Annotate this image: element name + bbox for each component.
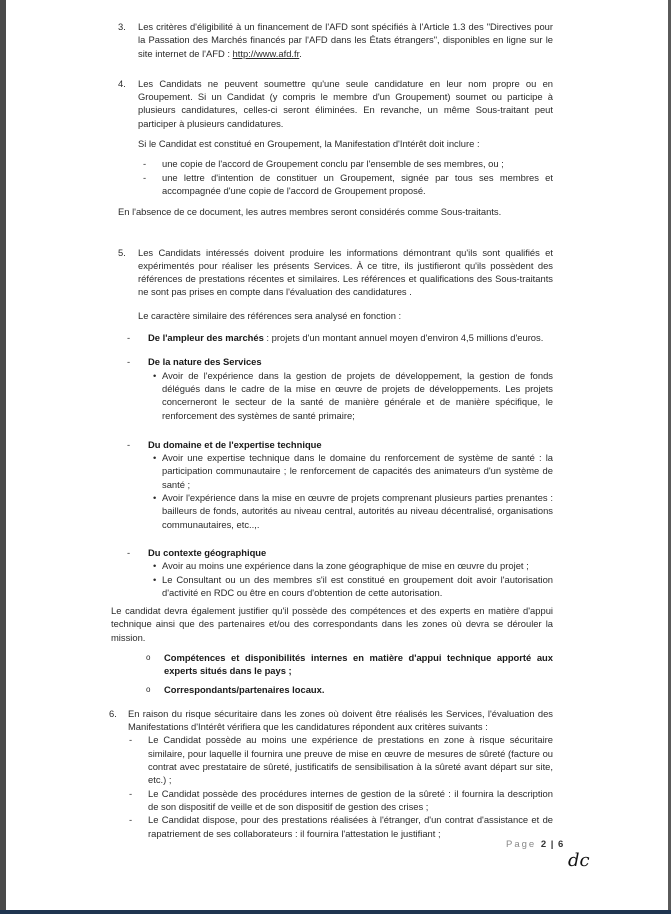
criterion-label: De l'ampleur des marchés [148,332,264,344]
criterion-ampleur: - De l'ampleur des marchés : projets d'un montant annuel moyen d'environ 4,5 millions d'euros. [127,332,544,344]
viewer-bottom-edge [0,910,671,914]
signature: dc [568,850,590,871]
afd-link[interactable]: http://www.afd.fr [232,47,300,59]
item-number: 5. [118,246,126,258]
criterion-bullet: • Avoir l'expérience dans la mise en œuvre de projets comprenant plusieurs parties prenantes : bailleurs de fonds, autorités au niveau central, autorités au niveau décentralisé, organisations communautaires, etc..,. [153,492,553,530]
item-4-outro: En l'absence de ce document, les autres membres seront considérés comme Sous-traitants. [118,206,502,218]
bullet-text: Avoir au moins une expérience dans la zone géographique de mise en œuvre du projet ; [162,560,529,572]
item-text: Les critères d'éligibilité à un financement de l'AFD sont spécifiés à l'Article 1.3 des "Directives pour la Passation des Marchés financés par l'AFD dans les États étrangers", disponibles en ligne sur le site internet de l'AFD : [138,21,553,59]
item-5 [118,246,553,299]
bullet-text: Le Candidat possède au moins une expérience de prestations en zone à risque sécuritaire similaire, pour laquelle il fournira une preuve de mise en œuvre de mesures de sûreté (facture ou contrat avec prestataire de sûreté, justificatifs de sensibilisation à la sûreté avant départ sur site, etc.) ; [148,734,553,786]
criterion-bullet: • Avoir au moins une expérience dans la zone géographique de mise en œuvre du projet ; [153,560,529,572]
bullet-text: Avoir de l'expérience dans la gestion de projets de développement, la gestion de fonds délégués dans le cadre de la mise en œuvre de projets de développements. Les projets concerneront le secteur de la santé de manière générale et de manière spécifique, le renforcement des systèmes de santé primaire; [162,369,553,421]
circle-text: Compétences et disponibilités internes en matière d'appui technique apporté aux experts situés dans le pays ; [164,651,553,677]
criterion-label: De la nature des Services [148,356,262,368]
document-body [0,20,553,840]
bullet-text: Le Consultant ou un des membres s'il est constitué en groupement doit avoir l'autorisation d'activité en RDC ou être en cours d'obtention de cette autorisation. [162,573,553,598]
item-4-bullet: - une copie de l'accord de Groupement conclu par l'ensemble de ses membres, ou ; [143,158,504,170]
criterion-nature: - De la nature des Services [127,356,262,368]
bullet-text: une lettre d'intention de constituer un Groupement, signée par tous ses membres et accompagnée d'une copie de l'accord de Groupement proposé. [162,171,553,196]
item-number: 3. [118,21,126,32]
criterion-label: Du contexte géographique [148,546,267,558]
item-6-bullet: - Le Candidat possède des procédures internes de gestion de la sûreté : il fournira la description de son dispositif de veille et de son dispositif de gestion des crises ; [129,787,553,812]
bullet-text: Le Candidat dispose, pour des prestations réalisées à l'étranger, d'un contrat d'assistance et de rapatriement de ses collaborateurs : il fournira l'attestation le justifiant ; [148,814,553,839]
item-5-also: Le candidat devra également justifier qu'il possède des compétences et des experts en matière d'appui technique ainsi que des partenaires et/ou des correspondants dans les zones où devra se dérouler la mission. [111,605,553,643]
item-text: Les Candidats ne peuvent soumettre qu'une seule candidature en leur nom propre ou en Groupement. Si un Candidat (y compris le membre d'un Groupement) soumet ou participe à plusieurs candidatures, celles-ci seront éliminées. En revanche, un même Sous-traitant peut participer à plusieurs candidatures. [138,77,553,129]
criterion-domaine: - Du domaine et de l'expertise technique [127,438,322,450]
criterion-bullet: • Avoir une expertise technique dans le domaine du renforcement de système de santé : la participation communautaire ; le renforcement de capacités des animateurs d'un système de santé ; [153,452,553,490]
page-num: 2 | 6 [540,839,565,850]
circle-item: o Correspondants/partenaires locaux. [146,683,325,695]
bullet-text: Avoir l'expérience dans la mise en œuvre de projets comprenant plusieurs parties prenantes : bailleurs de fonds, autorités au niveau central, autorités au niveau décentralisé, organisations communautaires, etc..,. [162,492,553,530]
page-label: Page [506,839,537,850]
criterion-bullet: • Avoir de l'expérience dans la gestion de projets de développement, la gestion de fonds délégués dans le cadre de la mise en œuvre de projets de développements. Les projets concerneront le secteur de la santé de manière générale et de manière spécifique, le renforcement des systèmes de santé primaire; [153,369,553,421]
criterion-label: Du domaine et de l'expertise technique [148,438,322,450]
item-4 [118,77,553,130]
page-number [506,838,564,851]
item-number: 6. [109,707,117,719]
criterion-bullet: • Le Consultant ou un des membres s'il est constitué en groupement doit avoir l'autorisation d'activité en RDC ou être en cours d'obtention de cette autorisation. [153,573,553,598]
item-4-bullet: - une lettre d'intention de constituer un Groupement, signée par tous ses membres et accompagnée d'une copie de l'accord de Groupement proposé. [143,171,553,196]
item-6 [109,707,553,734]
item-6-bullet: - Le Candidat dispose, pour des prestations réalisées à l'étranger, d'un contrat d'assistance et de rapatriement de ses collaborateurs : il fournira l'attestation le justifiant ; [129,814,553,839]
bullet-text: une copie de l'accord de Groupement conclu par l'ensemble de ses membres, ou ; [162,158,504,170]
bullet-text: Le Candidat possède des procédures internes de gestion de la sûreté : il fournira la description de son dispositif de veille et de son dispositif de gestion des crises ; [148,787,553,812]
item-5-intro: Le caractère similaire des références sera analysé en fonction : [138,309,402,321]
criterion-text: : projets d'un montant annuel moyen d'environ 4,5 millions d'euros. [263,332,544,344]
circle-item: o Compétences et disponibilités internes en matière d'appui technique apporté aux experts situés dans le pays ; [146,651,553,677]
bullet-text: Avoir une expertise technique dans le domaine du renforcement de système de santé : la participation communautaire ; le renforcement de capacités des animateurs d'un système de santé ; [162,452,553,490]
criterion-contexte: - Du contexte géographique [127,546,267,558]
circle-text: Correspondants/partenaires locaux. [164,683,325,695]
item-text: Les Candidats intéressés doivent produire les informations démontrant qu'ils sont qualifiés et expérimentés pour réaliser les présents Services. À ce titre, ils justifieront qu'ils possèdent des références de prestations récentes et similaires. Les références et qualifications des Sous-traitants ne sont pas prises en compte dans l'évaluation des candidatures . [138,246,553,298]
item-6-bullet: - Le Candidat possède au moins une expérience de prestations en zone à risque sécuritaire similaire, pour laquelle il fournira une preuve de mise en œuvre de mesures de sûreté (facture ou contrat avec prestataire de sûreté, justificatifs de sensibilisation à la sûreté avant départ sur site, etc.) ; [129,734,553,786]
item-3 [118,20,553,60]
item-text-end: . [299,47,302,59]
item-number: 4. [118,77,126,89]
item-text: En raison du risque sécuritaire dans les zones où doivent être réalisés les Services, l'évaluation des Manifestations d'Intérêt vérifiera que les candidatures répondent aux critères suivants : [128,707,553,733]
item-4-intro: Si le Candidat est constitué en Groupement, la Manifestation d'Intérêt doit inclure : [138,138,480,150]
